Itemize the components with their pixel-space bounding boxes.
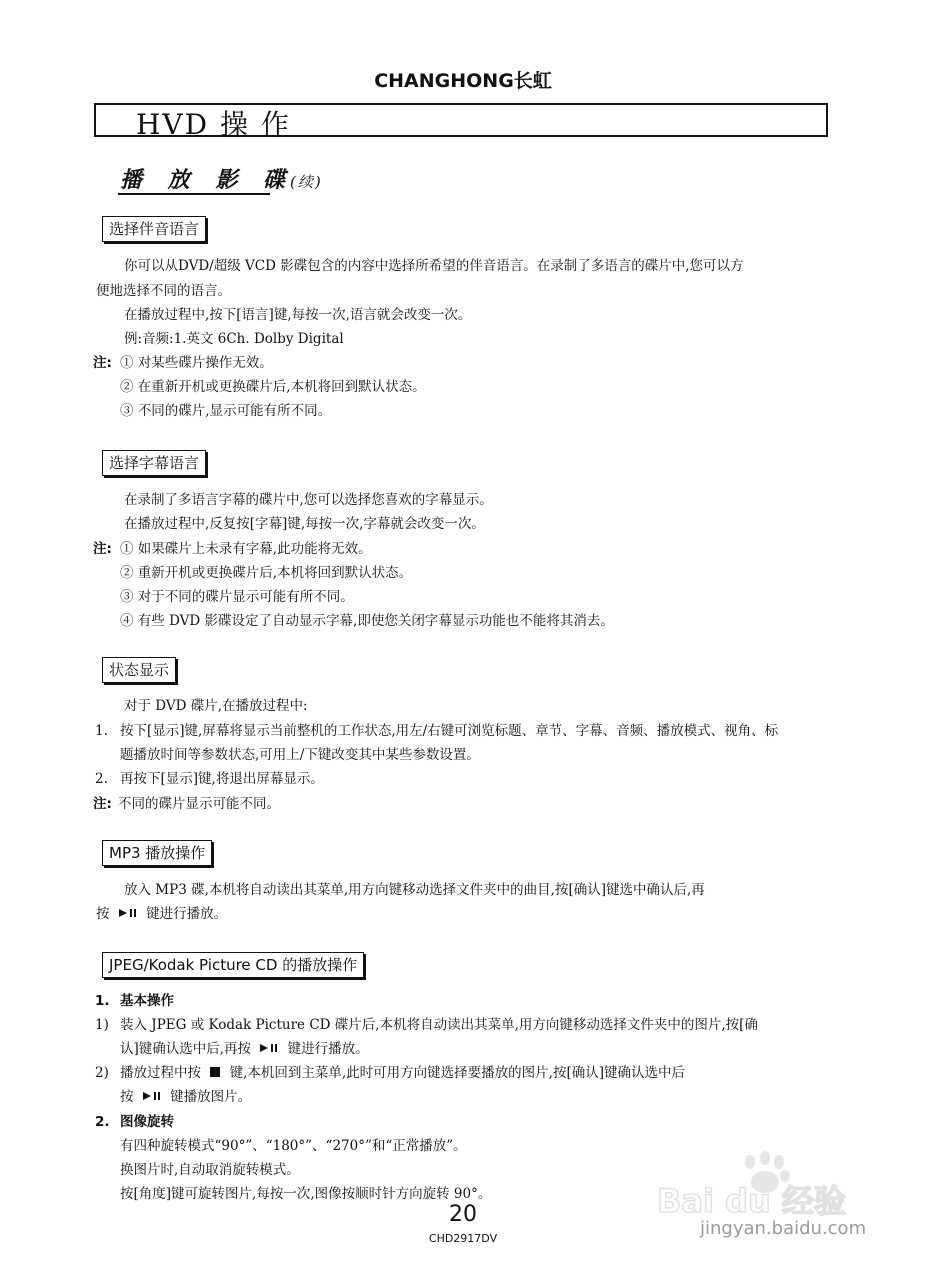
s2-note-1: ① 如果碟片上未录有字幕,此功能将无效。 [120,541,372,557]
s2-paragraph-2: 在播放过程中,反复按[字幕]键,每按一次,字幕就会改变一次。 [124,516,485,532]
page-title-box [94,103,828,141]
stop-icon [209,1063,221,1083]
s5-item-1b [120,1039,369,1059]
s5-sub2-num: 2. [95,1114,110,1130]
s2-note-4: ④ 有些 DVD 影碟设定了自动显示字幕,即使您关闭字幕显示功能也不能将其消去。 [120,613,614,629]
s5-sub2: 图像旋转 [120,1114,174,1130]
s2-note-2: ② 重新开机或更换碟片后,本机将回到默认状态。 [120,565,413,581]
s4-post: 键进行播放。 [146,906,228,922]
section-underline [118,193,270,195]
play-pause-icon [259,1039,279,1059]
s5-i1b-post: 键进行播放。 [287,1041,369,1057]
s3-item-1a: 按下[显示]键,屏幕将显示当前整机的工作状态,用左/右键可浏览标题、章节、字幕、音频、播放模式、视角、标 [120,723,779,739]
s1-paragraph-1a: 你可以从DVD/超级 VCD 影碟包含的内容中选择所希望的伴音语言。在录制了多语言的碟片中,您可以方 [124,258,744,274]
s5-item-1a: 装入 JPEG 或 Kodak Picture CD 碟片后,本机将自动读出其菜单,用方向键移动选择文件夹中的图片,按[确 [120,1017,758,1033]
s4-paragraph-1b [96,904,227,924]
s2-note-3: ③ 对于不同的碟片显示可能有所不同。 [120,589,354,605]
watermark-url: jingyan.baidu.com [700,1218,867,1239]
s1-paragraph-3: 例:音频:1.英文 6Ch. Dolby Digital [124,331,344,347]
s4-pre: 按 [96,906,110,922]
page-number: 20 [449,1202,477,1227]
s5-rotate-2: 换图片时,自动取消旋转模式。 [120,1162,300,1178]
section-title-text: 播 放 影 碟 [120,167,294,193]
heading-subtitle-language: 选择字幕语言 [102,450,206,476]
s2-paragraph-1: 在录制了多语言字幕的碟片中,您可以选择您喜欢的字幕显示。 [124,492,493,508]
heading-audio-language: 选择伴音语言 [102,216,206,242]
s3-item-2-num: 2. [95,771,108,787]
play-pause-icon [118,904,138,924]
model-number: CHD2917DV [428,1232,498,1245]
s5-i1b-pre: 认]键确认选中后,再按 [120,1041,252,1057]
s5-item-2-num: 2) [95,1065,109,1081]
heading-mp3-playback: MP3 播放操作 [102,840,212,866]
s1-note-1: ① 对某些碟片操作无效。 [120,355,273,371]
s1-note-3: ③ 不同的碟片,显示可能有所不同。 [120,403,332,419]
s3-item-1b: 题播放时间等参数状态,可用上/下键改变其中某些参数设置。 [120,747,480,763]
brand-logo: CHANGHONG长虹 [374,70,552,92]
s5-item-1-num: 1) [95,1017,109,1033]
s3-note: 不同的碟片显示可能不同。 [118,796,280,812]
s1-note-2: ② 在重新开机或更换碟片后,本机将回到默认状态。 [120,379,426,395]
s1-paragraph-1b: 便地选择不同的语言。 [96,283,231,299]
s1-note-label: 注: [93,355,112,371]
s3-item-1-num: 1. [95,723,108,739]
play-pause-icon [142,1087,162,1107]
page-title: HVD 操 作 [136,108,291,141]
s5-i2a-post: 键,本机回到主菜单,此时可用方向键选择要播放的图片,按[确认]键确认选中后 [229,1065,686,1081]
s5-rotate-3: 按[角度]键可旋转图片,每按一次,图像按顺时针方向旋转 90°。 [120,1186,492,1202]
s5-item-2b [120,1087,251,1107]
s1-paragraph-2: 在播放过程中,按下[语言]键,每按一次,语言就会改变一次。 [124,307,472,323]
s5-sub1: 基本操作 [120,993,174,1009]
s5-i2b-pre: 按 [120,1089,134,1105]
s5-item-2a [120,1063,685,1083]
s5-i2a-pre: 播放过程中按 [120,1065,201,1081]
baidu-paw-icon [655,1150,875,1220]
s5-rotate-1: 有四种旋转模式“90°”、“180°”、“270°”和“正常播放”。 [120,1138,467,1154]
s3-item-2: 再按下[显示]键,将退出屏幕显示。 [120,771,324,787]
watermark-logo-text: Bai du 经验 [657,1182,846,1220]
s3-note-label: 注: [93,796,112,812]
s4-paragraph-1a: 放入 MP3 碟,本机将自动读出其菜单,用方向键移动选择文件夹中的曲目,按[确认]键选中确认后,再 [124,882,705,898]
s5-sub1-num: 1. [95,993,110,1009]
s5-i2b-post: 键播放图片。 [170,1089,252,1105]
section-title-cont: (续) [289,173,323,191]
s3-paragraph-1: 对于 DVD 碟片,在播放过程中: [124,698,308,714]
section-title [120,163,323,194]
s2-note-label: 注: [93,541,112,557]
heading-jpeg-playback: JPEG/Kodak Picture CD 的播放操作 [102,952,364,978]
heading-status-display: 状态显示 [102,657,176,683]
